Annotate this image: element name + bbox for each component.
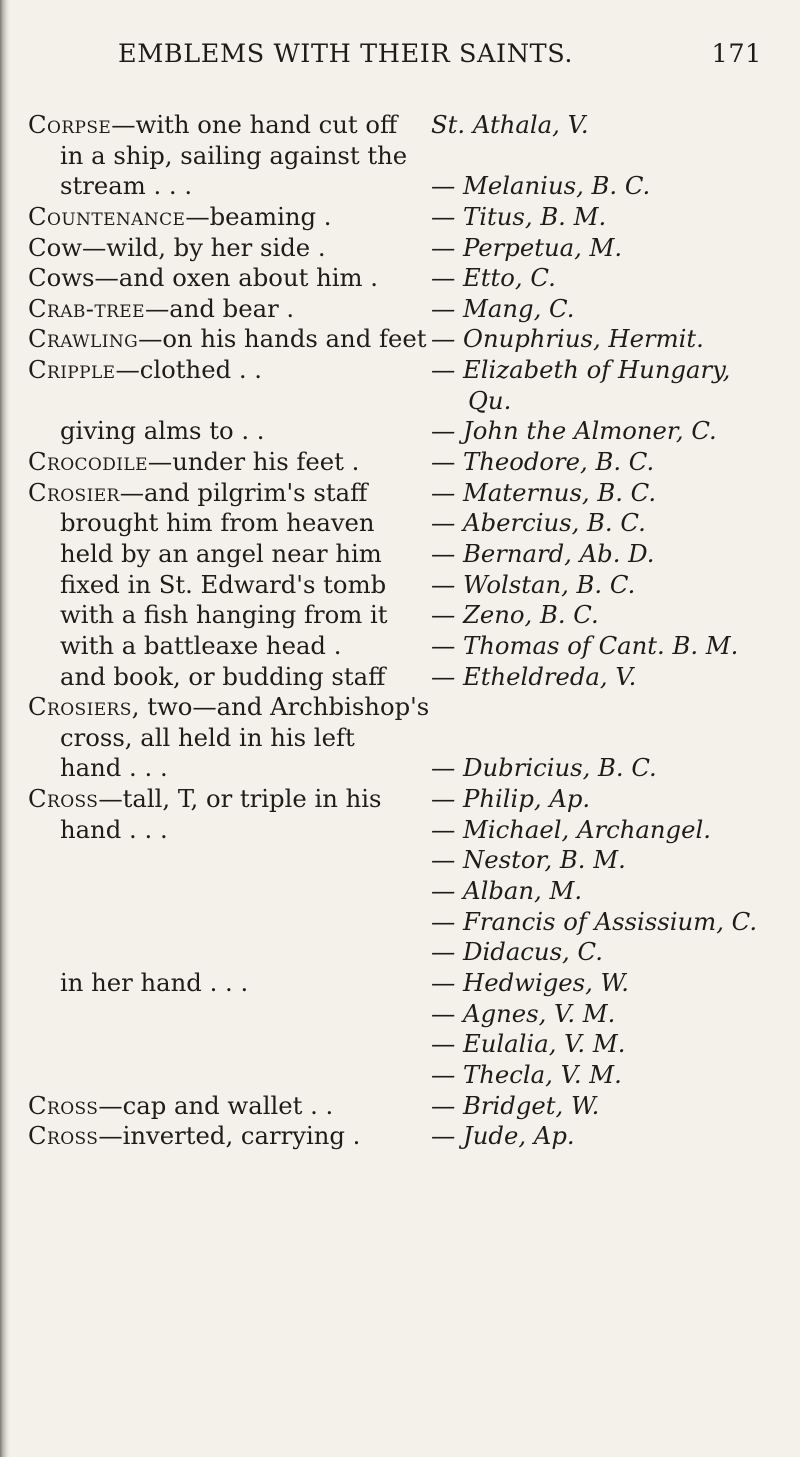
saint-name: — Abercius, B. C. <box>431 508 646 538</box>
saint-name: — Thecla, V. M. <box>431 1059 622 1089</box>
saint-name: — Onuphrius, Hermit. <box>431 324 704 354</box>
entry-row <box>0 784 800 815</box>
entry-row <box>0 907 800 938</box>
emblem-description: —inverted, carrying . <box>98 1121 361 1151</box>
saint-name: — Wolstan, B. C. <box>431 569 636 599</box>
emblem-description: —under his feet . <box>147 447 360 477</box>
emblem-text <box>28 202 332 233</box>
emblem-description: , two—and Archbishop's <box>131 692 430 722</box>
saint-name: — Titus, B. M. <box>431 201 607 231</box>
entry-row <box>0 600 800 631</box>
emblem-headword: Crosiers <box>28 692 132 722</box>
entry-row <box>0 876 800 907</box>
saint-name: — Michael, Archangel. <box>431 814 711 844</box>
emblem-text <box>28 110 397 141</box>
entry-row <box>0 294 800 325</box>
emblem-description: giving alms to . . <box>60 416 265 446</box>
entry-row <box>0 631 800 662</box>
saint-name: — Bridget, W. <box>431 1090 600 1120</box>
entry-row <box>0 539 800 570</box>
saint-name: — Francis of Assissium, C. <box>431 906 758 936</box>
entry-row <box>0 324 800 355</box>
running-title: EMBLEMS WITH THEIR SAINTS. <box>118 39 574 69</box>
emblem-description: fixed in St. Edward's tomb <box>60 569 387 599</box>
emblem-headword: Countenance <box>28 201 186 231</box>
entry-row <box>0 845 800 876</box>
emblem-description: brought him from heaven <box>60 508 375 538</box>
emblem-description: —on his hands and feet <box>138 324 427 354</box>
saint-name: — Maternus, B. C. <box>431 477 657 507</box>
entry-row <box>0 815 800 846</box>
emblem-description: held by an angel near him <box>60 538 382 568</box>
emblem-headword: Cripple <box>28 355 116 385</box>
emblem-text <box>28 294 294 325</box>
entry-row <box>0 141 800 172</box>
saint-name: — Mang, C. <box>431 293 575 323</box>
emblem-description: Cow—wild, by her side . <box>28 232 326 262</box>
saint-name: — Eulalia, V. M. <box>431 1029 626 1059</box>
saint-name: — John the Almoner, C. <box>431 416 717 446</box>
emblem-headword: Crosier <box>28 477 120 507</box>
saint-name: — Alban, M. <box>431 876 583 906</box>
entry-row <box>0 263 800 294</box>
emblem-description: —cap and wallet . . <box>98 1090 334 1120</box>
entry-row <box>0 1060 800 1091</box>
saint-name: — Bernard, Ab. D. <box>431 538 655 568</box>
emblem-list <box>0 110 800 1152</box>
entry-row <box>0 662 800 693</box>
emblem-headword: Crab-tree <box>28 293 145 323</box>
entry-row <box>0 508 800 539</box>
emblem-text <box>28 355 262 386</box>
emblem-description: with a fish hanging from it <box>60 600 388 630</box>
page-number: 171 <box>711 39 762 69</box>
emblem-description: —tall, T, or triple in his <box>98 784 382 814</box>
emblem-description: —and pilgrim's staff <box>119 477 368 507</box>
saint-name: — Etheldreda, V. <box>431 661 637 691</box>
entry-row <box>0 202 800 233</box>
entry-row <box>0 723 800 754</box>
emblem-text <box>28 447 359 478</box>
entry-row <box>0 1121 800 1152</box>
emblem-headword: Cross <box>28 1090 99 1120</box>
entry-row <box>0 447 800 478</box>
saint-name: — Zeno, B. C. <box>431 600 599 630</box>
saint-name: — Agnes, V. M. <box>431 998 616 1028</box>
saint-name: — Elizabeth of Hungary, <box>431 355 731 385</box>
entry-row <box>0 355 800 386</box>
emblem-description: in a ship, sailing against the <box>60 140 408 170</box>
saint-name: — Melanius, B. C. <box>431 171 651 201</box>
saint-name-continued: Qu. <box>468 385 512 415</box>
entry-row <box>0 416 800 447</box>
entry-row <box>0 570 800 601</box>
emblem-description: —beaming . <box>185 201 332 231</box>
emblem-headword: Crawling <box>28 324 139 354</box>
saint-name: — Nestor, B. M. <box>431 845 626 875</box>
emblem-description: cross, all held in his left <box>60 722 355 752</box>
emblem-headword: Corpse <box>28 110 112 139</box>
entry-row <box>0 478 800 509</box>
entry-row <box>0 968 800 999</box>
saint-name: St. Athala, V. <box>431 110 589 139</box>
emblem-description: Cows—and oxen about him . <box>28 263 378 293</box>
entry-row <box>0 1029 800 1060</box>
emblem-headword: Cross <box>28 784 99 814</box>
entry-row <box>0 233 800 264</box>
emblem-description: hand . . . <box>60 753 168 783</box>
emblem-description: —with one hand cut off <box>111 110 398 139</box>
entry-row <box>0 1091 800 1122</box>
emblem-text <box>28 478 367 509</box>
emblem-description: with a battleaxe head . <box>60 630 342 660</box>
emblem-description: —and bear . <box>144 293 295 323</box>
entry-row <box>0 171 800 202</box>
entry-row <box>0 110 800 141</box>
saint-name: — Hedwiges, W. <box>431 967 630 997</box>
running-head <box>118 34 772 74</box>
saint-name: — Philip, Ap. <box>431 784 591 814</box>
emblem-description: stream . . . <box>60 171 193 201</box>
saint-name: — Didacus, C. <box>431 937 603 967</box>
emblem-text <box>28 1091 333 1122</box>
emblem-headword: Crocodile <box>28 447 148 477</box>
emblem-description: —clothed . . <box>115 355 263 385</box>
entry-row <box>0 386 800 417</box>
emblem-description: in her hand . . . <box>60 967 249 997</box>
saint-name: — Perpetua, M. <box>431 232 623 262</box>
emblem-text <box>28 784 382 815</box>
emblem-text <box>28 324 427 355</box>
saint-name: — Thomas of Cant. B. M. <box>431 630 739 660</box>
emblem-text <box>28 692 429 723</box>
entry-row <box>0 692 800 723</box>
emblem-headword: Cross <box>28 1121 99 1151</box>
emblem-description: hand . . . <box>60 814 168 844</box>
saint-name: — Jude, Ap. <box>431 1121 575 1151</box>
saint-name: — Dubricius, B. C. <box>431 753 657 783</box>
saint-name: — Theodore, B. C. <box>431 447 655 477</box>
entry-row <box>0 999 800 1030</box>
emblem-description: and book, or budding staff <box>60 661 386 691</box>
entry-row <box>0 753 800 784</box>
entry-row <box>0 937 800 968</box>
emblem-text <box>28 1121 360 1152</box>
saint-name: — Etto, C. <box>431 263 556 293</box>
